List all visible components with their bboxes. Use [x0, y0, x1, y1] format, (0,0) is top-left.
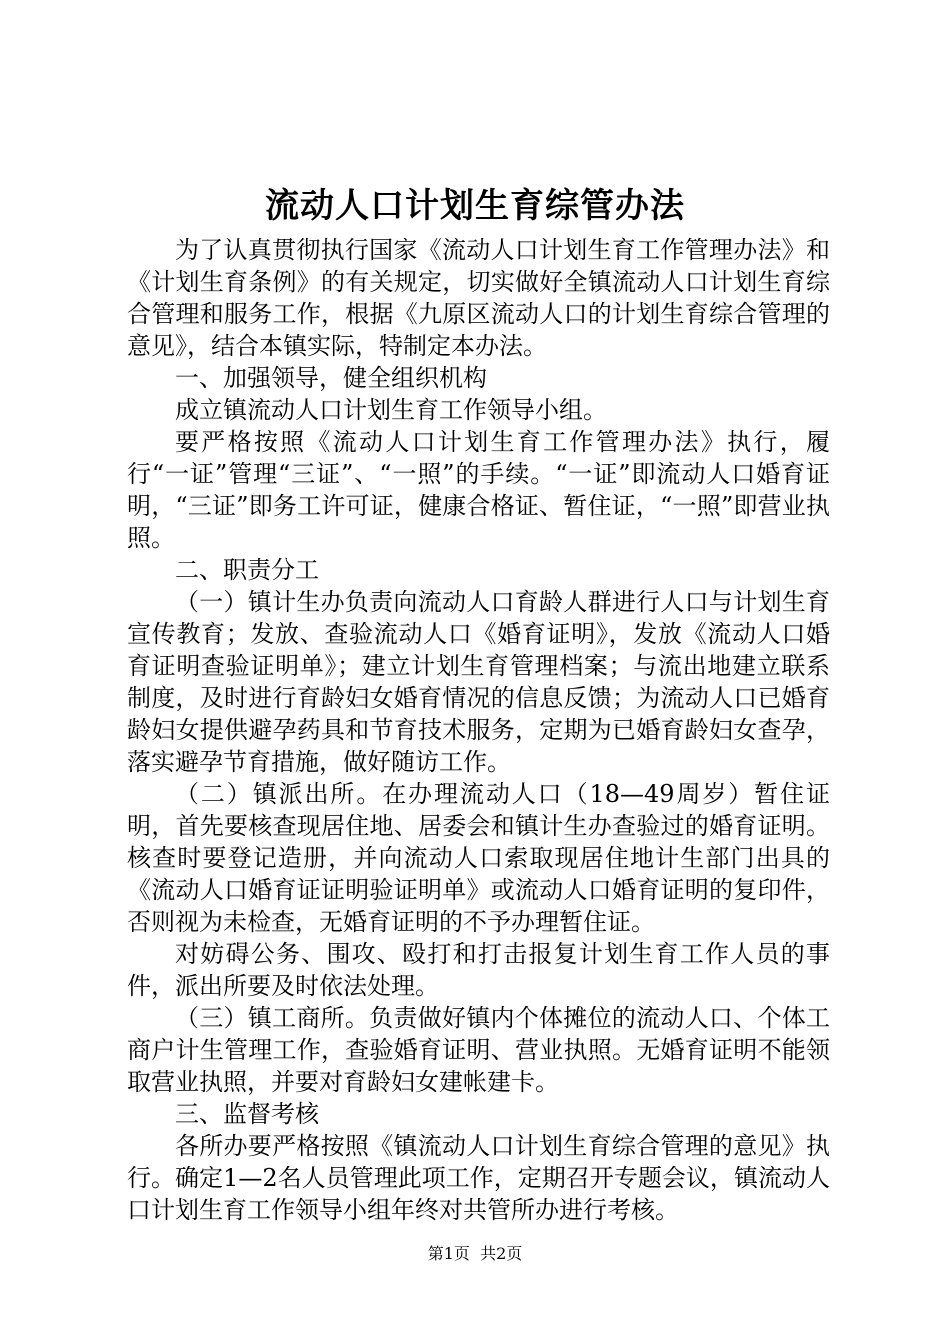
body-paragraph: （一）镇计生办负责向流动人口育龄人群进行人口与计划生育宣传教育；发放、查验流动人口《婚育证明》，发放《流动人口婚育证明查验证明单》；建立计划生育管理档案；与流出地建立联系制度，及时进行育龄妇女婚育情况的信息反馈；为流动人口已婚育龄妇女提供避孕药具和节育技术服务，定期为已婚育龄妇女查孕，落实避孕节育措施，做好随访工作。 — [127, 588, 830, 776]
body-paragraph: 各所办要严格按照《镇流动人口计划生育综合管理的意见》执行。确定1—2名人员管理此项工作，定期召开专题会议，镇流动人口计划生育工作领导小组年终对共管所办进行考核。 — [127, 1132, 830, 1224]
page-number: 第1页 — [427, 1244, 470, 1263]
section-heading-3: 三、监督考核 — [175, 1100, 319, 1128]
body-paragraph: （三）镇工商所。负责做好镇内个体摊位的流动人口、个体工商户计生管理工作，查验婚育证明、营业执照。无婚育证明不能领取营业执照，并要对育龄妇女建帐建卡。 — [127, 1004, 830, 1096]
body-paragraph: 要严格按照《流动人口计划生育工作管理办法》执行，履行“一证”管理“三证”、“一照”的手续。“一证”即流动人口婚育证明，“三证”即务工许可证，健康合格证、暂住证，“一照”即营业执照。 — [127, 428, 830, 552]
body-paragraph: （二）镇派出所。在办理流动人口（18—49周岁）暂住证明，首先要核查现居住地、居委会和镇计生办查验过的婚育证明。核查时要登记造册，并向流动人口索取现居住地计生部门出具的《流动人口婚育证证明验证明单》或流动人口婚育证明的复印件，否则视为未检查，无婚育证明的不予办理暂住证。 — [127, 780, 830, 936]
document-body — [127, 234, 830, 1226]
section-heading-1: 一、加强领导，健全组织机构 — [175, 364, 487, 392]
intro-paragraph: 为了认真贯彻执行国家《流动人口计划生育工作管理办法》和《计划生育条例》的有关规定，切实做好全镇流动人口计划生育综合管理和服务工作，根据《九原区流动人口的计划生育综合管理的意见》，结合本镇实际，特制定本办法。 — [127, 236, 830, 360]
page-footer — [0, 1243, 950, 1265]
document-title: 流动人口计划生育综管办法 — [265, 186, 685, 226]
page-total: 共2页 — [480, 1244, 523, 1263]
body-paragraph: 成立镇流动人口计划生育工作领导小组。 — [175, 396, 607, 424]
section-heading-2: 二、职责分工 — [175, 556, 319, 584]
body-paragraph: 对妨碍公务、围攻、殴打和打击报复计划生育工作人员的事件，派出所要及时依法处理。 — [127, 940, 830, 1000]
